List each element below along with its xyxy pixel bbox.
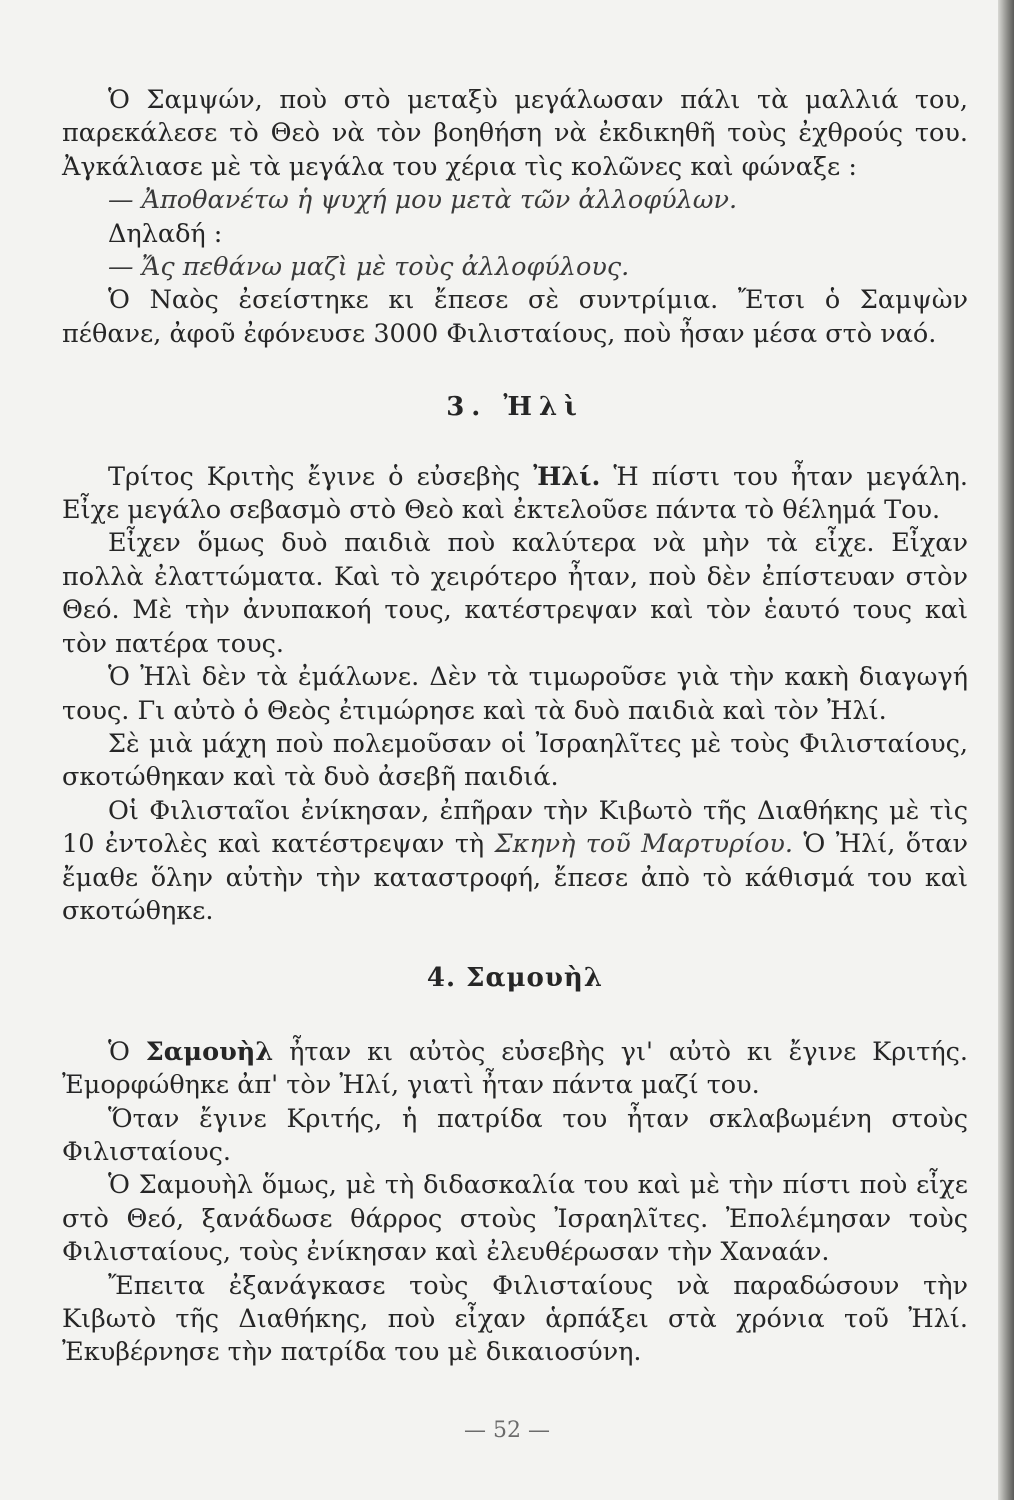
section-heading-samuel: 4. Σαμουὴλ — [426, 963, 604, 994]
paragraph: Ἔπειτα ἐξανάγκασε τοὺς Φιλισταίους νὰ παραδώσουν τὴν Κιβωτὸ τῆς Διαθήκης, ποὺ εἶχαν ἁρπάξει στὰ χρόνια τοῦ Ἠλί. Ἐκυβέρνησε τὴν πατρίδα του μὲ δικαιοσύνη. — [62, 1270, 968, 1368]
section-heading-eli: 3. Ἠλὶ — [446, 392, 584, 423]
italic-phrase: Σκηνὴ τοῦ Μαρτυρίου. — [494, 829, 794, 860]
quote-italic: — Ἀποθανέτω ἡ ψυχή μου μετὰ τῶν ἀλλοφύλων. — [108, 185, 738, 216]
paragraph: Δηλαδή : — [108, 218, 223, 249]
paragraph: Ὁ Ἠλὶ δὲν τὰ ἐμάλωνε. Δὲν τὰ τιμωροῦσε γιὰ τὴν κακὴ διαγωγή τους. Γι αὐτὸ ὁ Θεὸς ἐτιμώρησε καὶ τὰ δυὸ παιδιὰ καὶ τὸν Ἠλί. — [62, 662, 968, 726]
paragraph: Ὁ Σαμψών, ποὺ στὸ μεταξὺ μεγάλωσαν πάλι τὰ μαλλιά του, παρεκάλεσε τὸ Θεὸ νὰ τὸν βοηθήση νὰ ἐκδικηθῆ τοὺς ἐχθρούς του. Ἀγκάλιασε μὲ τὰ μεγάλα του χέρια τὶς κολῶνες καὶ φώναξε : — [62, 85, 968, 182]
paragraph — [62, 795, 968, 929]
paragraph: Ὁ Ναὸς ἐσείστηκε κι ἔπεσε σὲ συντρίμια. Ἔτσι ὁ Σαμψὼν πέθανε, ἀφοῦ ἐφόνευσε 3000 Φιλισταίους, ποὺ ἦσαν μέσα στὸ ναό. — [62, 285, 968, 349]
paragraph — [62, 1036, 968, 1103]
paragraph: Ὁ Σαμουὴλ ὅμως, μὲ τὴ διδασκαλία του καὶ μὲ τὴν πίστι ποὺ εἶχε στὸ Θεό, ξανάδωσε θάρρος στοὺς Ἰσραηλῖτες. Ἐπολέμησαν τοὺς Φιλισταίους, τοὺς ἐνίκησαν καὶ ἐλευθέρωσαν τὴν Χαναάν. — [62, 1170, 968, 1268]
page-body — [62, 84, 968, 1370]
text-run: Ὁ Ἠλί, ὅταν ἔμαθε ὅλην αὐτὴν τὴν καταστροφή, ἔπεσε ἀπὸ τὸ κάθισμά του καὶ σκοτώθηκε. — [62, 829, 968, 926]
bold-name-samuel: Σαμουὴλ — [145, 1036, 274, 1067]
quote-italic: — Ἄς πεθάνω μαζὶ μὲ τοὺς ἀλλοφύλους. — [108, 252, 630, 283]
paragraph — [62, 461, 968, 528]
paragraph: Σὲ μιὰ μάχη ποὺ πολεμοῦσαν οἱ Ἰσραηλῖτες μὲ τοὺς Φιλισταίους, σκοτώθηκαν καὶ τὰ δυὸ ἀσεβῆ παιδιά. — [62, 728, 968, 793]
paragraph: Ὅταν ἔγινε Κριτής, ἡ πατρίδα του ἦταν σκλαβωμένη στοὺς Φιλισταίους. — [62, 1103, 968, 1167]
text-run: Τρίτος Κριτὴς ἔγινε ὁ εὐσεβὴς — [108, 461, 534, 492]
text-run: Ὁ — [108, 1036, 146, 1067]
text-run: ἦταν κι αὐτὸς εὐσεβὴς γι' αὐτὸ κι ἔγινε Κριτής. Ἐμορφώθηκε ἀπ' τὸν Ἠλί, γιατὶ ἦταν πάντα μαζί του. — [62, 1036, 968, 1101]
bold-name-eli: Ἠλί. — [533, 461, 601, 492]
text-run: Οἱ Φιλισταῖοι ἐνίκησαν, ἐπῆραν τὴν Κιβωτὸ τῆς Διαθήκης μὲ τὶς 10 ἐντολὲς καὶ κατέστρεψαν τὴ — [62, 795, 968, 860]
page-number: — 52 — — [464, 1418, 550, 1443]
paragraph: Εἶχεν ὅμως δυὸ παιδιὰ ποὺ καλύτερα νὰ μὴν τὰ εἶχε. Εἶχαν πολλὰ ἐλαττώματα. Καὶ τὸ χειρότερο ἦταν, ποὺ δὲν ἐπίστευαν στὸν Θεό. Μὲ τὴν ἀνυπακοή τους, κατέστρεψαν καὶ τὸν ἑαυτό τους καὶ τὸν πατέρα τους. — [62, 528, 968, 659]
page-edge-shadow — [998, 0, 1014, 1500]
text-run: Ἡ πίστι του ἦταν μεγάλη. Εἶχε μεγάλο σεβασμὸ στὸ Θεὸ καὶ ἐκτελοῦσε πάντα τὸ θέλημά Του. — [62, 461, 968, 526]
